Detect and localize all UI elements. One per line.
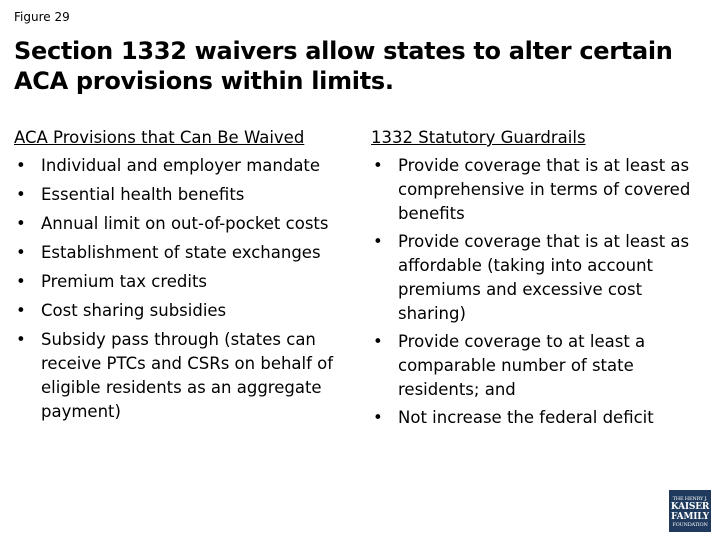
statutory-guardrails-heading: 1332 Statutory Guardrails [371,128,586,147]
list-item [14,183,344,207]
list-item [371,330,711,402]
figure-label: Figure 29 [14,10,70,24]
list-item-text: Annual limit on out-of-pocket costs [41,214,329,233]
bullet-icon: • [16,272,26,291]
logo-line-4: FOUNDATION [672,521,708,528]
list-item-text: Provide coverage that is at least as comprehensive in terms of covered benefits [398,156,691,223]
logo-line-2: KAISER [670,501,710,512]
list-item [371,406,711,430]
list-item-text: Essential health benefits [41,185,245,204]
list-item-text: Provide coverage that is at least as affordable (taking into account premiums and excessive cost sharing) [398,232,690,323]
waivable-provisions-column [14,126,344,429]
page-title: Section 1332 waivers allow states to alter certain ACA provisions within limits. [14,37,673,95]
bullet-icon: • [16,301,26,320]
list-item [14,212,344,236]
list-item-text: Individual and employer mandate [41,156,321,175]
list-item [371,230,711,326]
bullet-icon: • [373,408,383,427]
bullet-icon: • [16,330,26,349]
bullet-icon: • [16,214,26,233]
statutory-guardrails-column [371,126,711,434]
list-item-text: Not increase the federal deficit [398,408,654,427]
list-item [14,270,344,294]
statutory-guardrails-list [371,154,711,430]
bullet-icon: • [16,243,26,262]
bullet-icon: • [16,156,26,175]
list-item-text: Cost sharing subsidies [41,301,227,320]
list-item-text: Establishment of state exchanges [41,243,321,262]
kaiser-family-foundation-logo [669,490,711,532]
list-item [371,154,711,226]
bullet-icon: • [373,156,383,175]
logo-line-3: FAMILY [671,511,709,522]
list-item-text: Premium tax credits [41,272,208,291]
list-item [14,241,344,265]
list-item-text: Subsidy pass through (states can receive PTCs and CSRs on behalf of eligible residents as an aggregate payment) [41,330,334,421]
bullet-icon: • [373,232,383,251]
bullet-icon: • [16,185,26,204]
list-item-text: Provide coverage to at least a comparable number of state residents; and [398,332,646,399]
logo-line-1: THE HENRY J. [672,495,708,502]
waivable-provisions-heading: ACA Provisions that Can Be Waived [14,128,305,147]
waivable-provisions-list [14,154,344,424]
list-item [14,154,344,178]
list-item [14,299,344,323]
list-item [14,328,344,424]
bullet-icon: • [373,332,383,351]
